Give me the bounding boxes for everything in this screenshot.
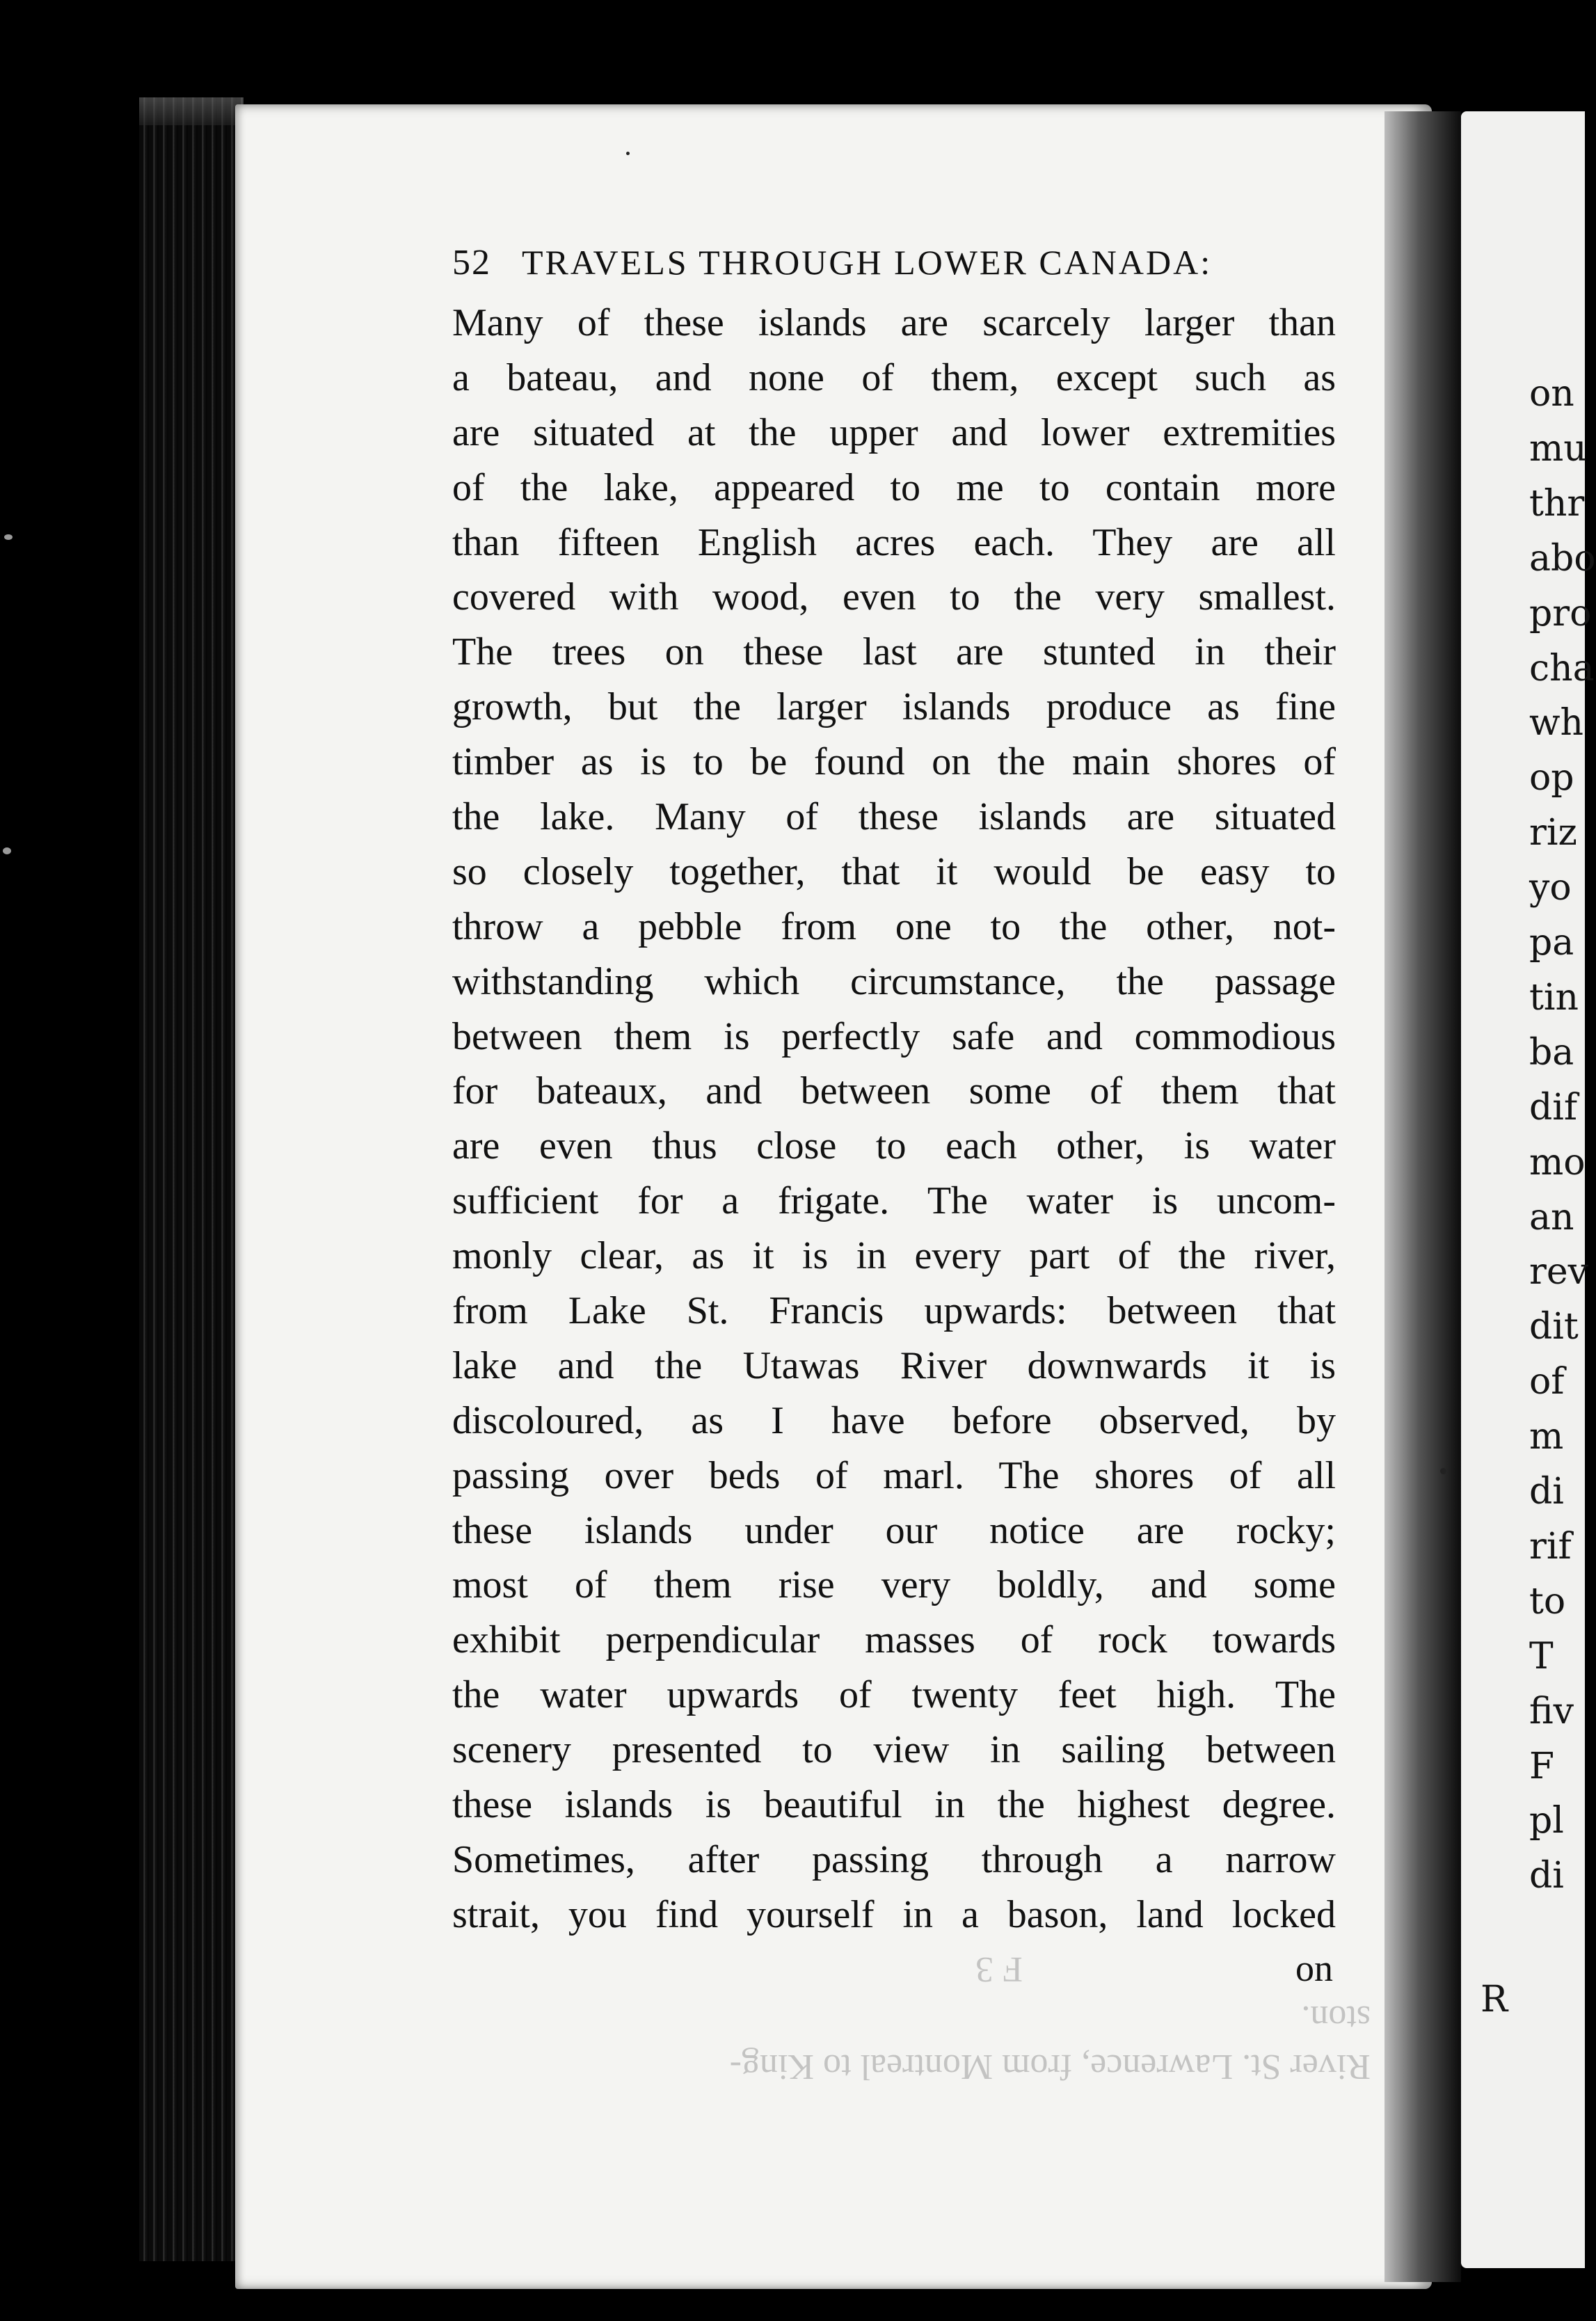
show-through-line: River St. Lawrence, from Montreal to King- [729, 2047, 1371, 2087]
right-page-fragment: abo [1529, 537, 1596, 580]
right-page-fragment: pa [1529, 922, 1574, 964]
text-line: most of them rise very boldly, and some [452, 1563, 1336, 1607]
text-line: Sometimes, after passing through a narrow [452, 1837, 1336, 1881]
right-page-fragment: on [1529, 373, 1574, 415]
text-line: are even thus close to each other, is water [452, 1124, 1336, 1168]
right-page-fragment: of [1529, 1361, 1565, 1403]
right-page-fragment: mo [1529, 1141, 1586, 1183]
right-page-fragment: R [1481, 1979, 1508, 2021]
right-page-fragment: to [1529, 1580, 1566, 1622]
text-line: growth, but the larger islands produce as fine [452, 685, 1336, 729]
right-page-fragment: dit [1529, 1306, 1579, 1348]
text-line: lake and the Utawas River downwards it is [452, 1343, 1336, 1387]
book-gutter [1384, 111, 1461, 2282]
right-page-fragment: op [1529, 757, 1574, 799]
ink-speck [626, 152, 630, 155]
text-line: from Lake St. Francis upwards: between that [452, 1289, 1336, 1333]
right-page-fragment: cha [1529, 647, 1595, 689]
right-page-fragment: riz [1529, 812, 1577, 854]
text-line: covered with wood, even to the very smallest. [452, 575, 1336, 619]
page-header [452, 242, 1336, 283]
text-line: passing over beds of marl. The shores of all [452, 1453, 1336, 1497]
right-page-fragment: pro [1529, 592, 1592, 635]
right-page-fragment: F [1529, 1745, 1555, 1787]
running-head: TRAVELS THROUGH LOWER CANADA: [522, 243, 1213, 282]
text-line: monly clear, as it is in every part of the river, [452, 1234, 1336, 1278]
text-line: throw a pebble from one to the other, not- [452, 904, 1336, 948]
right-page-fragment: pl [1529, 1800, 1564, 1842]
text-line: so closely together, that it would be easy to [452, 850, 1336, 893]
text-line: timber as is to be found on the main shores of [452, 740, 1336, 784]
body-text [452, 296, 1336, 1943]
text-line: The trees on these last are stunted in their [452, 630, 1336, 674]
right-page-fragment: m [1529, 1416, 1564, 1458]
page-edges [139, 97, 244, 2261]
page-number: 52 [452, 243, 491, 282]
text-line: strait, you find yourself in a bason, land locked [452, 1892, 1336, 1936]
right-page-fragment: dif [1529, 1086, 1578, 1128]
text-line: discoloured, as I have before observed, by [452, 1398, 1336, 1442]
show-through-line: ston. [1301, 1998, 1371, 2038]
text-line: scenery presented to view in sailing between [452, 1728, 1336, 1772]
text-line: than fifteen English acres each. They are all [452, 520, 1336, 564]
text-line: withstanding which circumstance, the passage [452, 959, 1336, 1003]
right-page-fragment: an [1529, 1196, 1574, 1238]
text-line: these islands under our notice are rocky; [452, 1508, 1336, 1552]
right-page-fragment: wh [1529, 702, 1583, 744]
text-line: these islands is beautiful in the highest degree. [452, 1783, 1336, 1827]
right-page-fragment: thr [1529, 482, 1585, 525]
margin-mark [4, 534, 13, 540]
right-page [1461, 111, 1596, 2268]
right-page-fragment: fiv [1529, 1690, 1574, 1732]
text-line: of the lake, appeared to me to contain more [452, 465, 1336, 509]
show-through-line: F 3 [975, 1949, 1023, 1989]
right-page-fragment: rif [1529, 1525, 1572, 1568]
right-page-fragment: mu [1529, 427, 1587, 470]
right-page-fragment: di [1529, 1471, 1564, 1513]
right-page-fragment: yo [1529, 867, 1572, 909]
margin-mark [3, 847, 11, 854]
text-line: are situated at the upper and lower extremities [452, 410, 1336, 454]
text-block [452, 242, 1336, 1990]
text-line: between them is perfectly safe and commodious [452, 1014, 1336, 1058]
text-line: a bateau, and none of them, except such as [452, 356, 1336, 399]
text-line: exhibit perpendicular masses of rock towards [452, 1618, 1336, 1662]
right-page-fragment: ba [1529, 1031, 1574, 1074]
text-line: the lake. Many of these islands are situated [452, 795, 1336, 839]
text-line: the water upwards of twenty feet high. The [452, 1673, 1336, 1717]
catchword: on [1295, 1947, 1333, 1989]
right-page-fragment: di [1529, 1855, 1564, 1897]
right-page-fragment: tin [1529, 976, 1579, 1019]
text-line: sufficient for a frigate. The water is uncom- [452, 1179, 1336, 1223]
text-line: Many of these islands are scarcely larger than [452, 301, 1336, 344]
right-page-fragment: T [1529, 1635, 1554, 1677]
text-line: for bateaux, and between some of them that [452, 1069, 1336, 1113]
right-page-fragment: rev [1529, 1251, 1589, 1293]
ink-speck [1440, 1468, 1446, 1474]
